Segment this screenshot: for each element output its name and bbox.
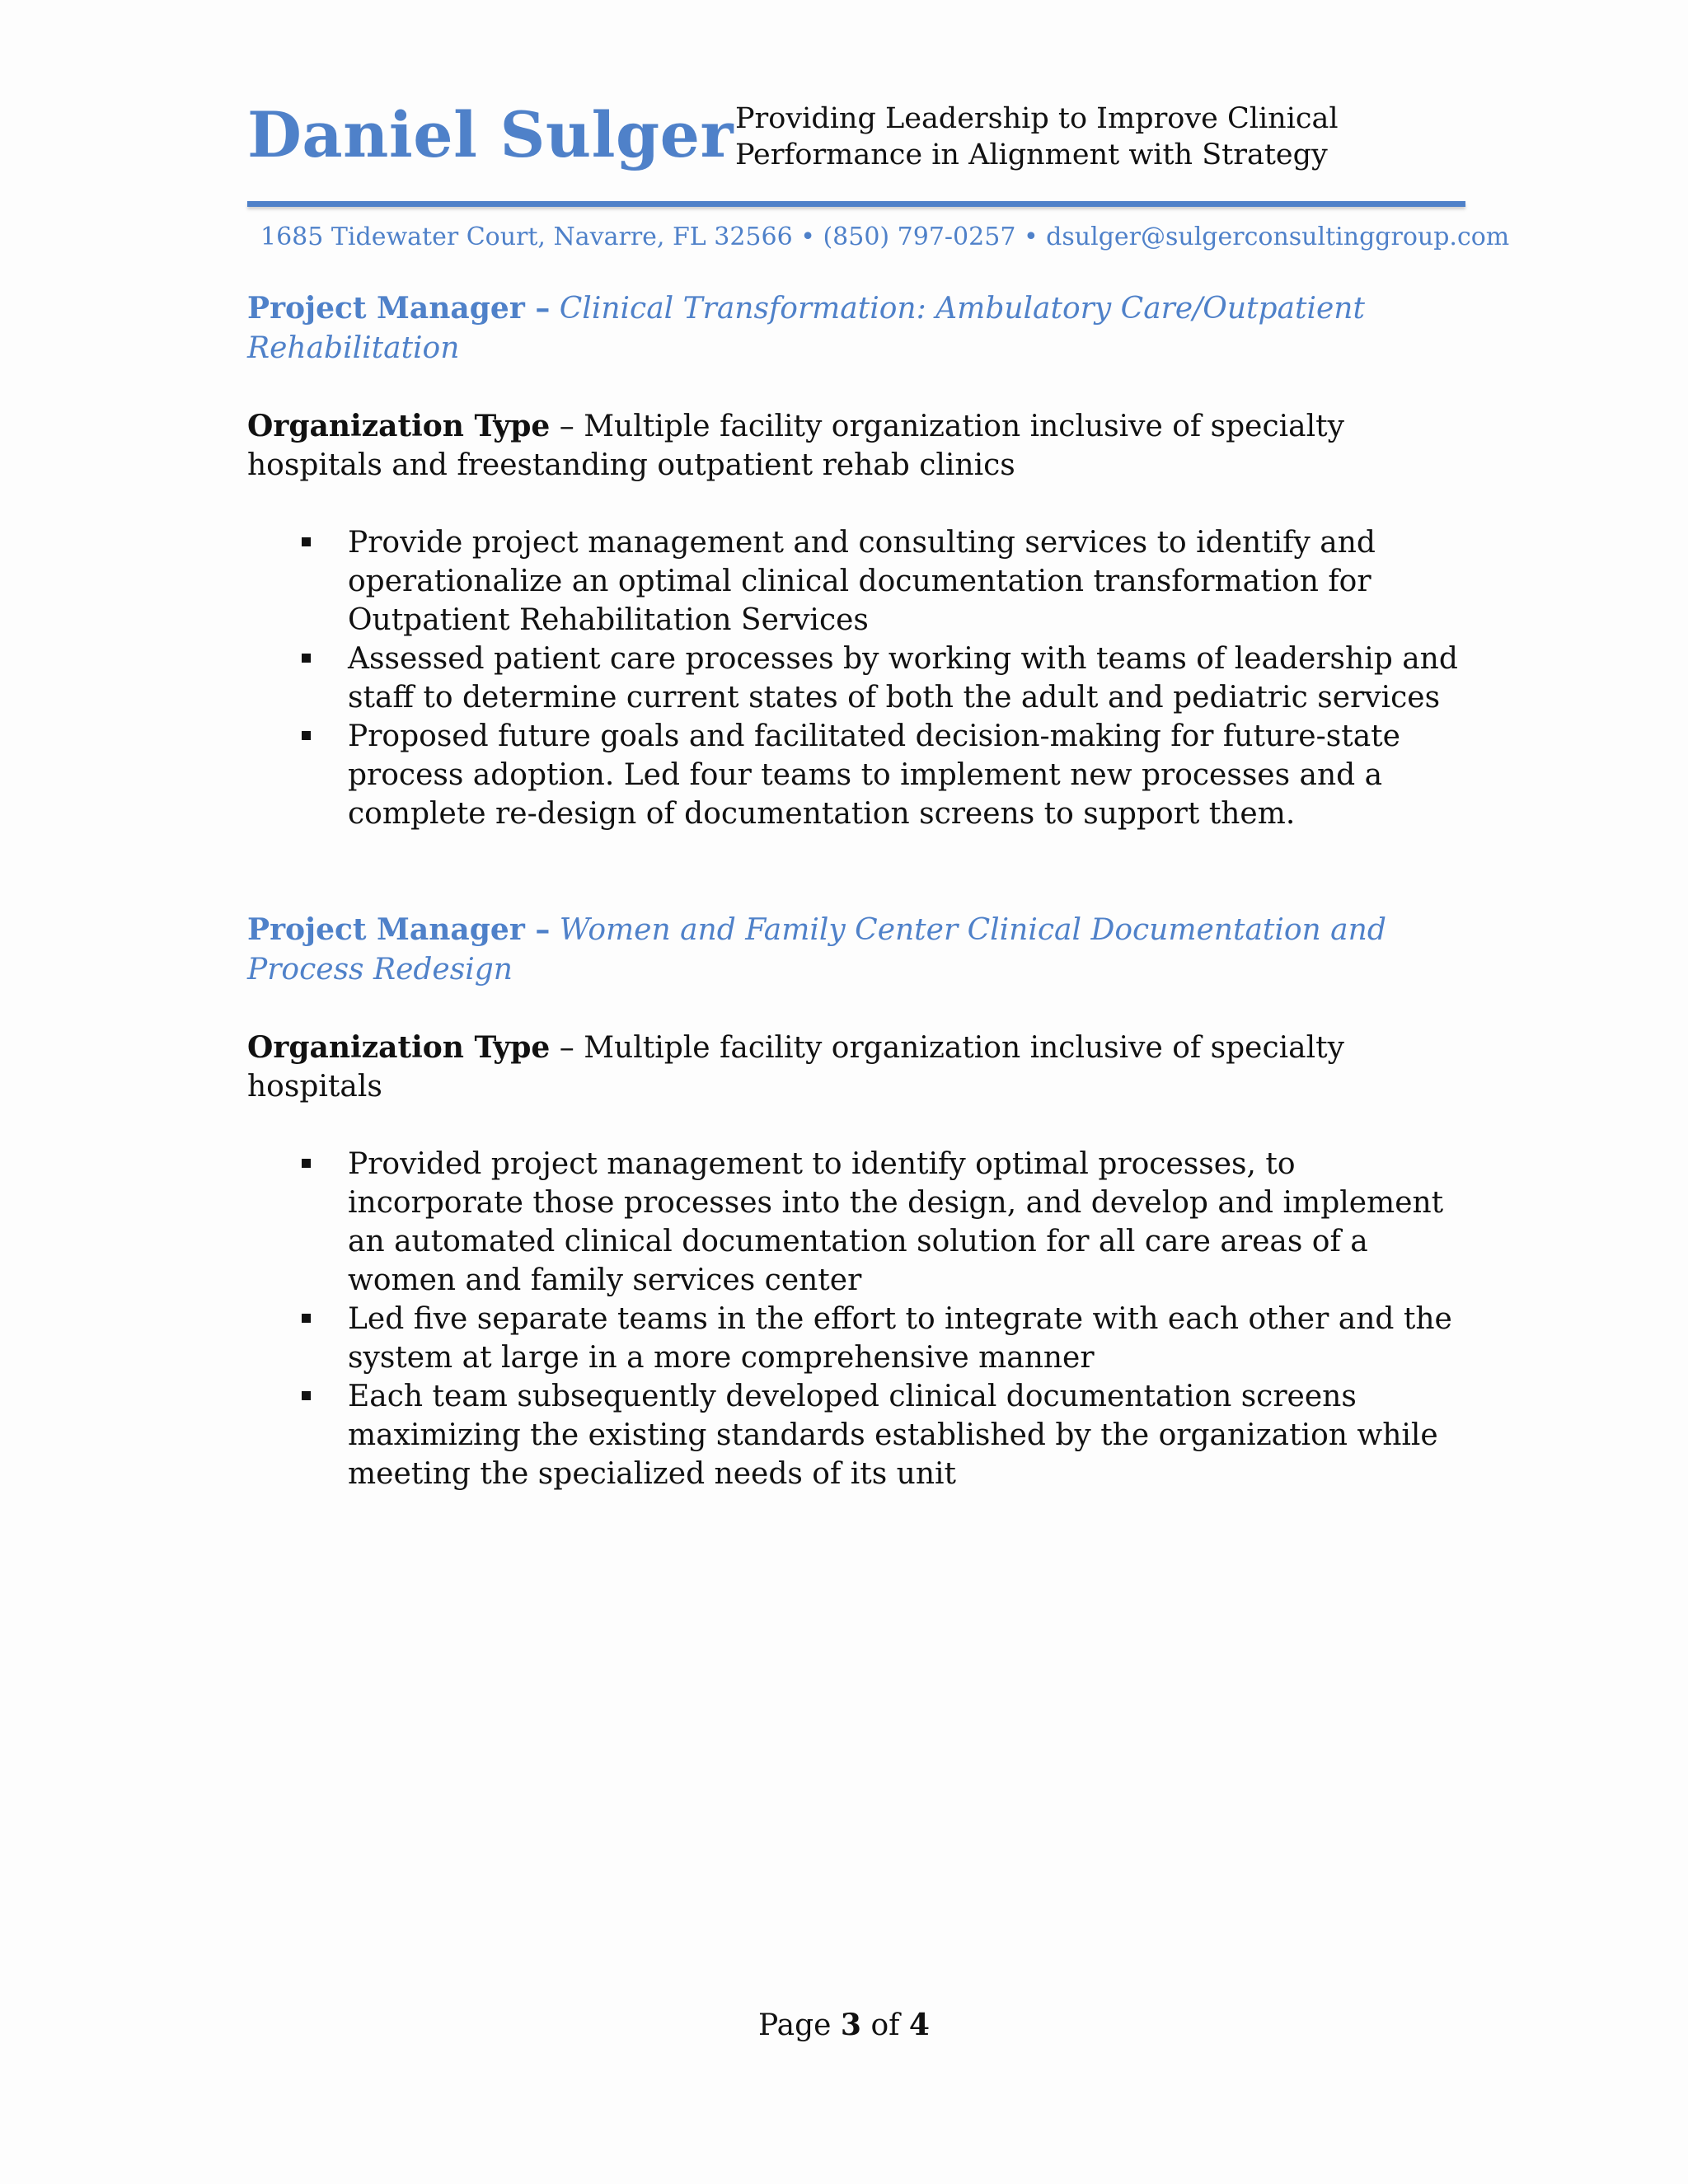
list-item-text: Provided project management to identify optimal processes, to incorporate those processes into the design, and develop and implement an automated clinical documentation solution for all care areas of a women and family services center bbox=[348, 1147, 1444, 1297]
contact-info: 1685 Tidewater Court, Navarre, FL 32566 • (850) 797-0257 • dsulger@sulgerconsultinggroup.com bbox=[260, 223, 1510, 251]
page-number bbox=[0, 2008, 1688, 2042]
list-item bbox=[247, 640, 1467, 717]
square-bullet-icon bbox=[302, 1314, 311, 1323]
total-pages-number: 4 bbox=[908, 2008, 930, 2042]
job-project: Women and Family Center Clinical Documentation and Process Redesign bbox=[247, 913, 1386, 987]
current-page-number: 3 bbox=[840, 2008, 861, 2042]
organization-type-label: Organization Type bbox=[247, 409, 551, 443]
job-heading bbox=[247, 910, 1467, 990]
list-item bbox=[247, 1377, 1467, 1493]
list-item-text: Led five separate teams in the effort to integrate with each other and the system at large in a more comprehensive manner bbox=[348, 1302, 1452, 1375]
organization-type-text: – Multiple facility organization inclusive of specialty hospitals bbox=[247, 1031, 1344, 1104]
job-role: Project Manager – bbox=[247, 912, 551, 947]
list-item-text: Assessed patient care processes by working with teams of leadership and staff to determine current states of both the adult and pediatric services bbox=[348, 642, 1458, 715]
organization-type-label: Organization Type bbox=[247, 1030, 551, 1065]
square-bullet-icon bbox=[302, 537, 311, 546]
job-project: Clinical Transformation: Ambulatory Care/Outpatient Rehabilitation bbox=[247, 292, 1365, 365]
experience-entry bbox=[247, 288, 1467, 833]
list-item-text: Proposed future goals and facilitated decision-making for future-state process adoption. Led four teams to implement new processes and a complete re-design of documentation screens to support them. bbox=[348, 719, 1400, 831]
bullet-list bbox=[247, 1145, 1467, 1493]
square-bullet-icon bbox=[302, 1391, 311, 1400]
of-word: of bbox=[870, 2008, 900, 2042]
organization-type-text: – Multiple facility organization inclusive of specialty hospitals and freestanding outpatient rehab clinics bbox=[247, 410, 1344, 482]
list-item bbox=[247, 1145, 1467, 1300]
list-item-text: Provide project management and consulting services to identify and operationalize an optimal clinical documentation transformation for Outpatient Rehabilitation Services bbox=[348, 526, 1376, 637]
job-role: Project Manager – bbox=[247, 291, 551, 326]
list-item bbox=[247, 523, 1467, 640]
organization-type bbox=[247, 1029, 1467, 1106]
bullet-list bbox=[247, 523, 1467, 833]
header-divider bbox=[247, 201, 1465, 207]
page-word: Page bbox=[758, 2008, 832, 2042]
square-bullet-icon bbox=[302, 731, 311, 740]
square-bullet-icon bbox=[302, 654, 311, 663]
list-item bbox=[247, 717, 1467, 833]
candidate-name: Daniel Sulger bbox=[247, 98, 734, 171]
job-heading bbox=[247, 288, 1467, 368]
list-item bbox=[247, 1300, 1467, 1377]
candidate-tagline: Providing Leadership to Improve Clinical Performance in Alignment with Strategy bbox=[735, 102, 1339, 171]
square-bullet-icon bbox=[302, 1159, 311, 1168]
experience-entry bbox=[247, 910, 1467, 1493]
organization-type bbox=[247, 407, 1467, 485]
list-item-text: Each team subsequently developed clinical documentation screens maximizing the existing standards established by the organization while meeting the specialized needs of its unit bbox=[348, 1380, 1438, 1491]
